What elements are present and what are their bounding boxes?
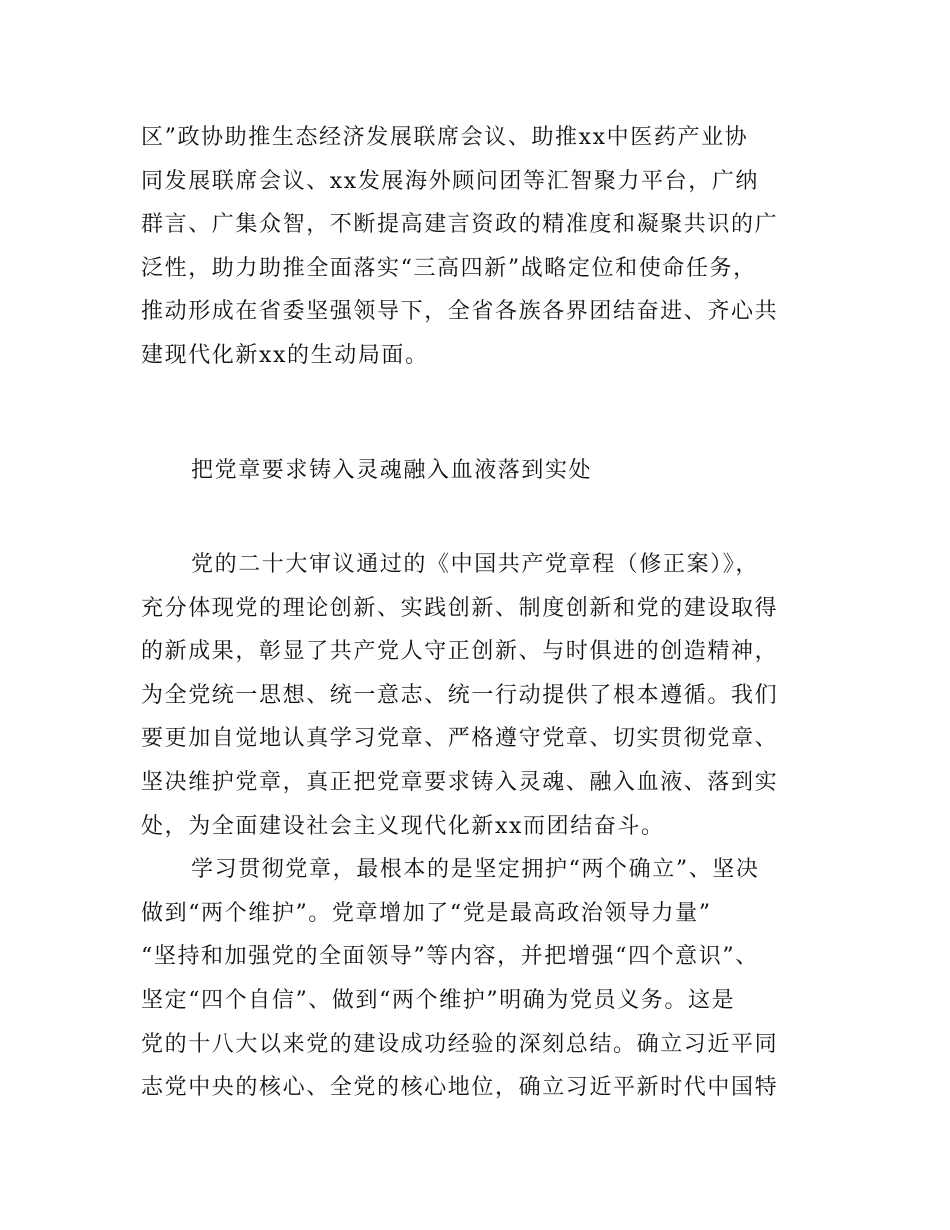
paragraph-line: 坚定“四个自信”、做到“两个维护”明确为党员义务。这是 — [141, 987, 736, 1013]
paragraph-line: 推动形成在省委坚强领导下，全省各族各界团结奋进、齐心共 — [141, 299, 779, 325]
paragraph-continued — [141, 116, 831, 378]
section-heading-block — [141, 449, 831, 493]
paragraph-line: 学习贯彻党章，最根本的是坚定拥护“两个确立”、坚决 — [191, 857, 760, 883]
paragraph-line: 为全党统一思想、统一意志、统一行动提供了根本遵循。我们 — [141, 682, 779, 708]
section-heading: 把党章要求铸入灵魂融入血液落到实处 — [191, 458, 593, 483]
paragraph-line: 同发展联席会议、xx发展海外顾问团等汇智聚力平台，广纳 — [141, 168, 760, 194]
paragraph-line: 做到“两个维护”。党章增加了“党是最高政治领导力量” — [141, 900, 712, 926]
body-paragraphs — [141, 543, 831, 1110]
paragraph-line: 充分体现党的理论创新、实践创新、制度创新和党的建设取得 — [141, 595, 779, 621]
paragraph-line: 党的二十大审议通过的《中国共产党章程（修正案）》， — [191, 552, 760, 577]
paragraph-line: “坚持和加强党的全面领导”等内容，并把增强“四个意识”、 — [141, 944, 759, 970]
paragraph-line: 志党中央的核心、全党的核心地位，确立习近平新时代中国特 — [141, 1075, 779, 1101]
paragraph-line: 坚决维护党章，真正把党章要求铸入灵魂、融入血液、落到实 — [141, 769, 779, 795]
paragraph-line: 泛性，助力助推全面落实“三高四新”战略定位和使命任务， — [141, 255, 757, 281]
paragraph-line: 处，为全面建设社会主义现代化新xx而团结奋斗。 — [141, 813, 665, 839]
paragraph-line: 党的十八大以来党的建设成功经验的深刻总结。确立习近平同 — [141, 1031, 779, 1057]
paragraph-line: 的新成果，彰显了共产党人守正创新、与时俱进的创造精神， — [141, 639, 779, 665]
paragraph-line: 区”政协助推生态经济发展联席会议、助推xx中医药产业协 — [141, 125, 749, 150]
paragraph-line: 要更加自觉地认真学习党章、严格遵守党章、切实贯彻党章、 — [141, 726, 779, 752]
paragraph-line: 建现代化新xx的生动局面。 — [141, 342, 429, 368]
paragraph-line: 群言、广集众智，不断提高建言资政的精准度和凝聚共识的广 — [141, 212, 779, 238]
